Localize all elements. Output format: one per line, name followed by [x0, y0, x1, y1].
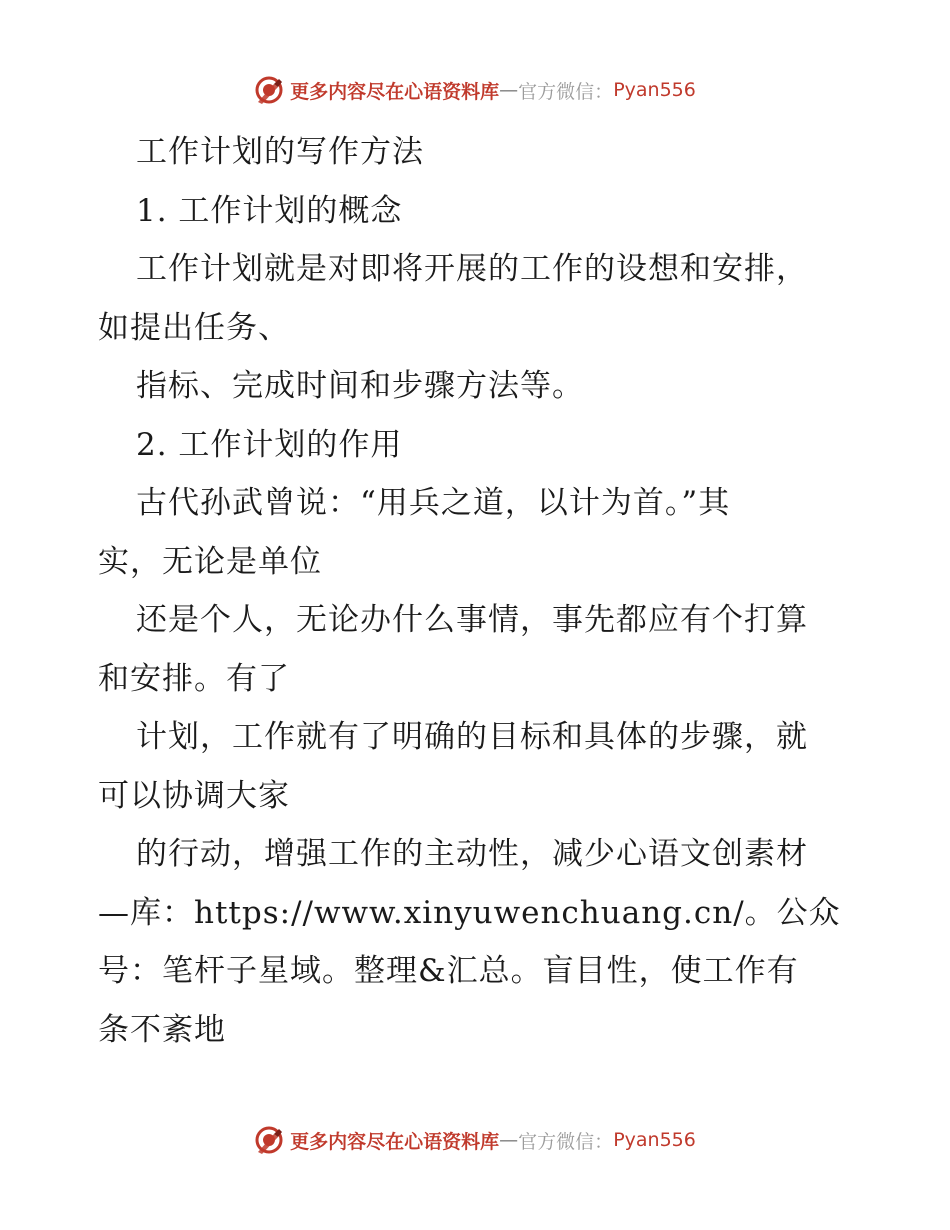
paragraph-line: 实，无论是单位 — [98, 543, 322, 580]
paragraph-line: 还是个人，无论办什么事情，事先都应有个打算 — [136, 602, 808, 638]
doc-title: 工作计划的写作方法 — [136, 134, 424, 170]
header-wechat-label: 官方微信： — [518, 80, 614, 103]
footer-banner — [0, 1120, 950, 1160]
section-heading-2: 2. 工作计划的作用 — [136, 426, 403, 463]
paragraph-line: 计划，工作就有了明确的目标和具体的步骤，就 — [136, 719, 808, 755]
header-separator: — — [499, 79, 519, 101]
footer-separator: — — [499, 1129, 519, 1151]
paragraph-line: 和安排。有了 — [98, 660, 290, 697]
paragraph-line: 工作计划就是对即将开展的工作的设想和安排， — [136, 251, 808, 287]
header-brand-text: 更多内容尽在心语资料库 — [290, 80, 500, 103]
pen-logo-icon — [254, 1125, 284, 1155]
paragraph-line: —库：https://www.xinyuwenchuang.cn/。公众 — [98, 894, 841, 931]
footer-wechat-id: Pyan556 — [613, 1129, 696, 1151]
document-body — [98, 123, 858, 1059]
footer-brand-text: 更多内容尽在心语资料库 — [290, 1130, 500, 1153]
paragraph-line: 可以协调大家 — [98, 777, 290, 814]
pen-logo-icon — [254, 75, 284, 105]
paragraph-line: 的行动，增强工作的主动性，减少心语文创素材 — [136, 836, 808, 872]
paragraph-line: 号：笔杆子星域。整理&汇总。盲目性，使工作有 — [98, 953, 799, 989]
paragraph-line: 指标、完成时间和步骤方法等。 — [136, 368, 584, 404]
paragraph-line: 条不紊地 — [98, 1011, 226, 1048]
paragraph-line: 古代孙武曾说：“用兵之道，以计为首。”其 — [136, 485, 731, 521]
section-heading-1: 1. 工作计划的概念 — [136, 192, 403, 229]
footer-wechat-label: 官方微信： — [518, 1130, 614, 1153]
paragraph-line: 如提出任务、 — [98, 309, 290, 346]
header-banner — [0, 70, 950, 110]
header-wechat-id: Pyan556 — [613, 79, 696, 101]
